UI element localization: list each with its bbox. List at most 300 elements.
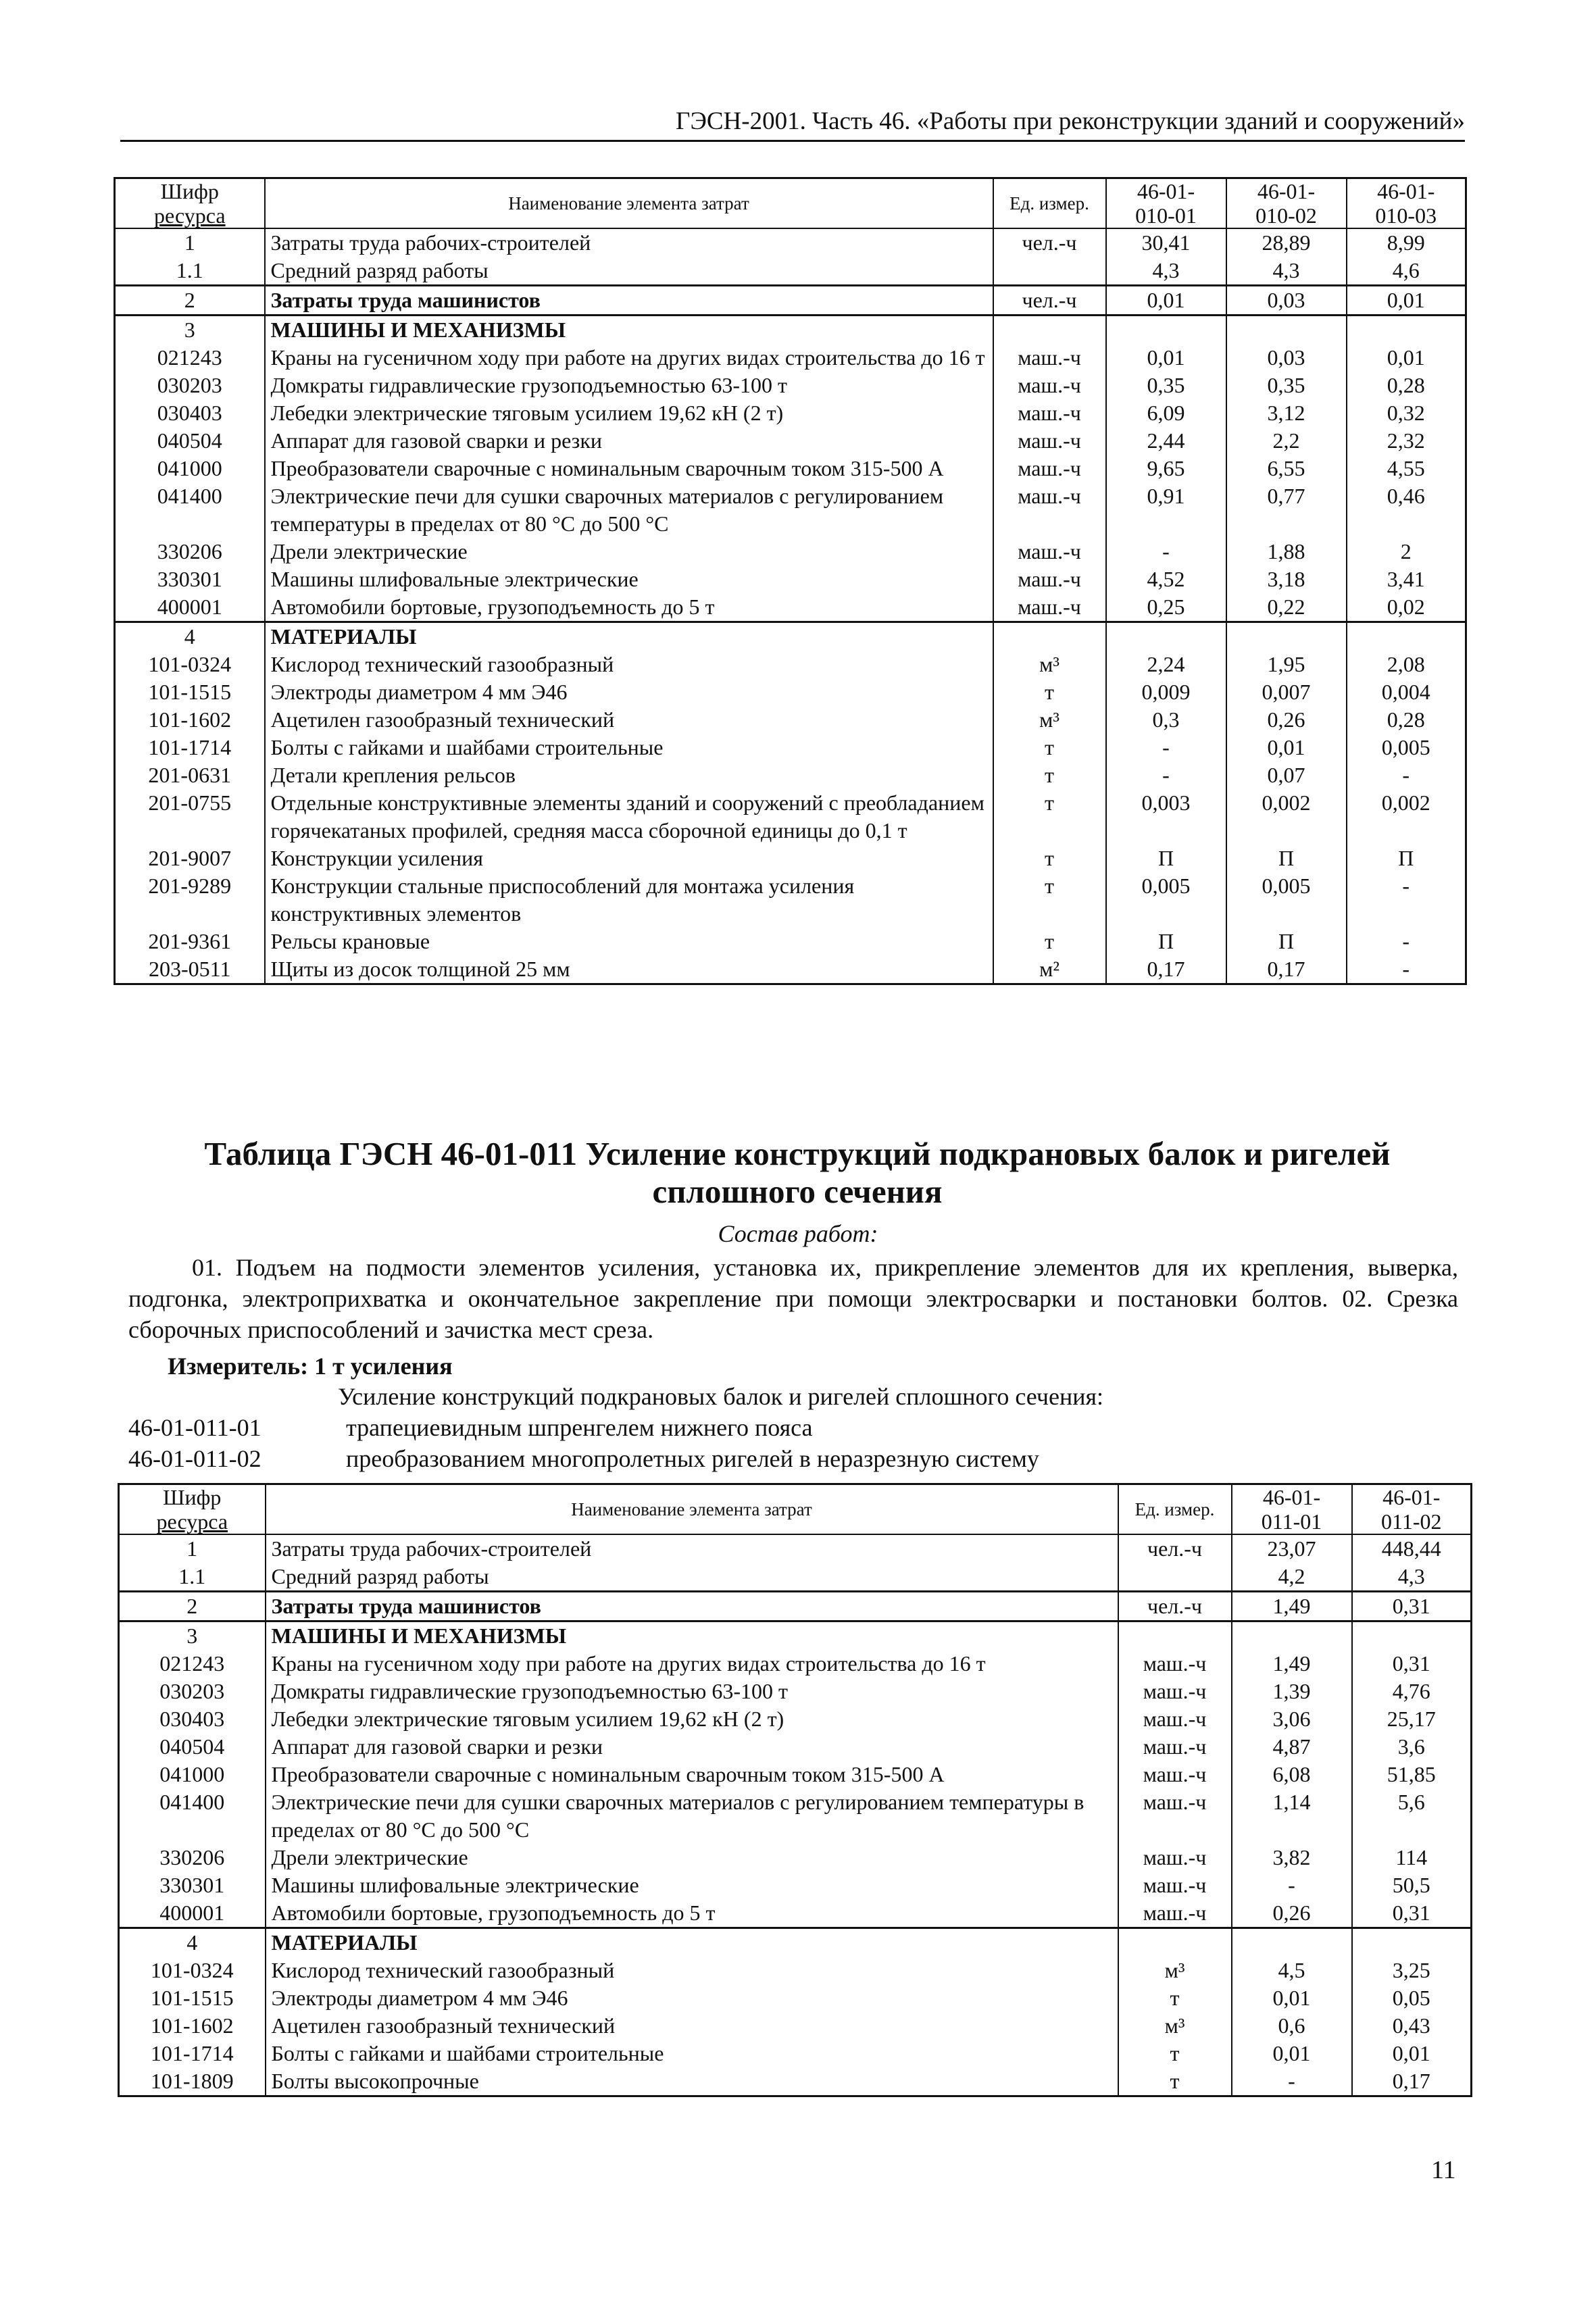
value-cell: 4,6 [1347,257,1466,286]
resource-table-46-01-010 [114,177,1467,985]
value-cell: 0,002 [1226,789,1347,845]
value-cell: 0,28 [1347,372,1466,399]
resource-code: 021243 [115,344,265,372]
table-row [115,734,1466,761]
resource-code: 021243 [119,1650,266,1678]
table-body [115,228,1466,984]
table-row [115,955,1466,984]
value-cell: 4,3 [1352,1563,1472,1592]
resource-code: 3 [119,1621,266,1651]
table-row [119,1761,1472,1788]
resource-code: 1.1 [119,1563,266,1592]
unit-cell: маш.-ч [993,482,1106,538]
variant-code: 46-01-011-02 [128,1445,261,1472]
resource-name: Затраты труда рабочих-строителей [266,1534,1118,1563]
value-cell: 1,88 [1226,538,1347,565]
table-row [119,1788,1472,1844]
header-name: Наименование элемента затрат [265,178,993,229]
table-row [119,1871,1472,1899]
value-cell: 0,01 [1352,2040,1472,2067]
unit-cell: маш.-ч [993,399,1106,427]
value-cell: 3,6 [1352,1733,1472,1761]
value-cell: 51,85 [1352,1761,1472,1788]
value-cell: 0,01 [1106,344,1226,372]
value-cell: 5,6 [1352,1788,1472,1844]
resource-code: 201-9007 [115,845,265,872]
value-cell: 1,39 [1232,1678,1352,1705]
table-header-row [115,178,1466,229]
table-row [119,1563,1472,1592]
running-header [120,101,1465,142]
table-row [115,455,1466,482]
resource-code: 030203 [119,1678,266,1705]
resource-name: Средний разряд работы [266,1563,1118,1592]
value-cell: 0,07 [1226,761,1347,789]
table-row [115,399,1466,427]
unit-cell: т [1118,1984,1232,2012]
unit-cell [1118,1928,1232,1957]
header-code: Шифр ресурса [119,1484,266,1535]
value-cell: 0,17 [1106,955,1226,984]
running-title: ГЭСН-2001. Часть 46. «Работы при реконструкции зданий и сооружений» [676,107,1465,135]
table-row [119,1534,1472,1563]
value-cell: 0,35 [1226,372,1347,399]
value-cell: 4,3 [1106,257,1226,286]
section-title: Таблица ГЭСН 46-01-011 Усиление конструкций подкрановых балок и ригелей сплошного сечения [204,1135,1391,1210]
resource-name: Электроды диаметром 4 мм Э46 [265,678,993,706]
variants-heading: Усиление конструкций подкрановых балок и ригелей сплошного сечения: [338,1383,1104,1410]
value-cell [1226,316,1347,345]
value-cell: 0,25 [1106,593,1226,622]
header-col-3: 46-01- 010-03 [1347,178,1466,229]
resource-code: 101-1714 [115,734,265,761]
value-cell: 0,01 [1347,286,1466,316]
unit-cell: м³ [993,706,1106,734]
header-code: Шифр ресурса [115,178,265,229]
unit-cell: т [993,845,1106,872]
resource-name: Электроды диаметром 4 мм Э46 [266,1984,1118,2012]
resource-name: Автомобили бортовые, грузоподъемность до 5 т [266,1899,1118,1928]
resource-name: Болты с гайками и шайбами строительные [265,734,993,761]
value-cell: П [1347,845,1466,872]
resource-code: 203-0511 [115,955,265,984]
variant-code: 46-01-011-01 [128,1414,261,1441]
header-col-2: 46-01- 010-02 [1226,178,1347,229]
resource-code: 101-1602 [115,706,265,734]
value-cell: 0,01 [1347,344,1466,372]
value-cell: 6,55 [1226,455,1347,482]
unit-cell: маш.-ч [993,427,1106,455]
table-row [115,286,1466,316]
resource-name: Затраты труда машинистов [266,1592,1118,1621]
table-row [119,1678,1472,1705]
resource-code: 030203 [115,372,265,399]
value-cell: 2,44 [1106,427,1226,455]
value-cell: 4,55 [1347,455,1466,482]
resource-code: 1 [115,228,265,257]
value-cell: - [1347,872,1466,928]
unit-cell: т [1118,2040,1232,2067]
value-cell: 0,46 [1347,482,1466,538]
resource-name: Болты высокопрочные [266,2067,1118,2096]
unit-cell [1118,1621,1232,1651]
value-cell: 0,26 [1232,1899,1352,1928]
resource-name: Лебедки электрические тяговым усилием 19,62 кН (2 т) [266,1705,1118,1733]
value-cell: 28,89 [1226,228,1347,257]
value-cell: 0,05 [1352,1984,1472,2012]
resource-code: 330206 [115,538,265,565]
table-row [115,593,1466,622]
resource-name: Дрели электрические [265,538,993,565]
unit-cell: т [993,872,1106,928]
resource-code: 2 [115,286,265,316]
unit-cell: т [993,734,1106,761]
value-cell [1347,316,1466,345]
unit-cell: чел.-ч [1118,1592,1232,1621]
value-cell: 2,08 [1347,651,1466,678]
resource-name: Ацетилен газообразный технический [266,2012,1118,2040]
unit-cell: маш.-ч [993,344,1106,372]
value-cell: 0,3 [1106,706,1226,734]
value-cell: 2,24 [1106,651,1226,678]
value-cell: 9,65 [1106,455,1226,482]
resource-code: 1 [119,1534,266,1563]
value-cell: 3,41 [1347,565,1466,593]
unit-cell: маш.-ч [1118,1650,1232,1678]
value-cell: 3,18 [1226,565,1347,593]
value-cell: 0,43 [1352,2012,1472,2040]
value-cell: 0,03 [1226,344,1347,372]
value-cell: 1,49 [1232,1592,1352,1621]
value-cell [1352,1928,1472,1957]
table-row [119,1899,1472,1928]
value-cell: 0,31 [1352,1899,1472,1928]
table-row [119,1705,1472,1733]
resource-name: Ацетилен газообразный технический [265,706,993,734]
value-cell: 0,005 [1226,872,1347,928]
resource-code: 040504 [115,427,265,455]
table-row [119,1592,1472,1621]
value-cell: 4,3 [1226,257,1347,286]
unit-cell: м² [993,955,1106,984]
value-cell [1226,622,1347,651]
resource-code: 330301 [115,565,265,593]
value-cell: П [1226,845,1347,872]
table-row [115,651,1466,678]
table-row [115,344,1466,372]
resource-name: МАШИНЫ И МЕХАНИЗМЫ [266,1621,1118,1651]
resource-name: Конструкции усиления [265,845,993,872]
resource-code: 041400 [115,482,265,538]
value-cell: 0,02 [1347,593,1466,622]
resource-name: Краны на гусеничном ходу при работе на других видах строительства до 16 т [266,1650,1118,1678]
resource-code: 2 [119,1592,266,1621]
resource-name: Дрели электрические [266,1844,1118,1871]
value-cell [1352,1621,1472,1651]
resource-code: 201-9361 [115,928,265,955]
resource-name: Щиты из досок толщиной 25 мм [265,955,993,984]
header-unit: Ед. измер. [993,178,1106,229]
value-cell: 0,26 [1226,706,1347,734]
value-cell: 2 [1347,538,1466,565]
unit-cell: маш.-ч [1118,1705,1232,1733]
unit-cell: маш.-ч [1118,1678,1232,1705]
table-row [119,1621,1472,1651]
resource-code: 101-1714 [119,2040,266,2067]
unit-cell: маш.-ч [993,593,1106,622]
unit-cell [1118,1563,1232,1592]
resource-code: 201-9289 [115,872,265,928]
value-cell: 0,03 [1226,286,1347,316]
resource-code: 1.1 [115,257,265,286]
page-number: 11 [1431,2156,1456,2184]
value-cell: 0,009 [1106,678,1226,706]
resource-name: Автомобили бортовые, грузоподъемность до 5 т [265,593,993,622]
table-row [115,845,1466,872]
composition-text: 01. Подъем на подмости элементов усиления, установка их, прикрепление элементов для их крепления, выверка, подгонка, электроприхватка и окончательное закрепление при помощи электросварки и постановки болтов. 02. Срезка сборочных приспособлений и зачистка мест среза. [128,1254,1458,1343]
table-row [115,565,1466,593]
value-cell: 0,005 [1347,734,1466,761]
value-cell: 0,01 [1232,2040,1352,2067]
unit-cell [993,622,1106,651]
resource-name: МАТЕРИАЛЫ [265,622,993,651]
resource-name: Рельсы крановые [265,928,993,955]
unit-cell: маш.-ч [1118,1788,1232,1844]
table-row [115,761,1466,789]
unit-cell: маш.-ч [1118,1844,1232,1871]
unit-cell [993,257,1106,286]
value-cell: 30,41 [1106,228,1226,257]
table-header-row [119,1484,1472,1535]
value-cell: 4,2 [1232,1563,1352,1592]
resource-name: Домкраты гидравлические грузоподъемностью 63-100 т [265,372,993,399]
value-cell: П [1226,928,1347,955]
unit-cell [993,316,1106,345]
resource-name: Машины шлифовальные электрические [266,1871,1118,1899]
value-cell: 4,76 [1352,1678,1472,1705]
resource-name: Средний разряд работы [265,257,993,286]
value-cell: - [1347,928,1466,955]
resource-code: 040504 [119,1733,266,1761]
value-cell: 0,32 [1347,399,1466,427]
resource-table-46-01-011 [118,1483,1472,2097]
unit-cell: м³ [1118,1957,1232,1984]
value-cell: 0,77 [1226,482,1347,538]
variant-text: трапециевидным шпренгелем нижнего пояса [346,1414,813,1441]
table-row [115,872,1466,928]
resource-code: 101-1602 [119,2012,266,2040]
header-col-1: 46-01- 010-01 [1106,178,1226,229]
unit-cell: т [993,789,1106,845]
value-cell: - [1106,538,1226,565]
value-cell: - [1232,1871,1352,1899]
resource-name: МАТЕРИАЛЫ [266,1928,1118,1957]
table-row [119,1984,1472,2012]
resource-name: Детали крепления рельсов [265,761,993,789]
value-cell: 0,17 [1226,955,1347,984]
resource-name: Электрические печи для сушки сварочных материалов с регулированием температуры в пределах от 80 °С до 500 °С [266,1788,1118,1844]
value-cell: - [1106,734,1226,761]
resource-code: 041000 [115,455,265,482]
resource-name: Отдельные конструктивные элементы зданий и сооружений с преобладанием горячекатаных профилей, средняя масса сборочной единицы до 0,1 т [265,789,993,845]
unit-cell: чел.-ч [993,228,1106,257]
value-cell [1232,1621,1352,1651]
header-unit: Ед. измер. [1118,1484,1232,1535]
table-body [119,1534,1472,2096]
resource-name: Аппарат для газовой сварки и резки [265,427,993,455]
resource-name: Затраты труда машинистов [265,286,993,316]
header-name: Наименование элемента затрат [266,1484,1118,1535]
resource-name: Кислород технический газообразный [265,651,993,678]
resource-code: 400001 [119,1899,266,1928]
value-cell: - [1347,761,1466,789]
value-cell: 0,002 [1347,789,1466,845]
resource-code: 101-1515 [115,678,265,706]
resource-code: 330301 [119,1871,266,1899]
resource-code: 400001 [115,593,265,622]
value-cell: 0,35 [1106,372,1226,399]
value-cell: 4,87 [1232,1733,1352,1761]
unit-cell: маш.-ч [993,538,1106,565]
resource-name: Домкраты гидравлические грузоподъемностью 63-100 т [266,1678,1118,1705]
value-cell: 23,07 [1232,1534,1352,1563]
resource-code: 101-0324 [115,651,265,678]
unit-cell: маш.-ч [993,565,1106,593]
resource-name: Конструкции стальные приспособлений для монтажа усиления конструктивных элементов [265,872,993,928]
value-cell: 6,09 [1106,399,1226,427]
table-row [119,2012,1472,2040]
resource-name: Кислород технический газообразный [266,1957,1118,1984]
table-row [115,622,1466,651]
resource-code: 041000 [119,1761,266,1788]
unit-cell: маш.-ч [1118,1899,1232,1928]
resource-code: 3 [115,316,265,345]
value-cell: 0,28 [1347,706,1466,734]
unit-cell: м³ [993,651,1106,678]
value-cell: - [1232,2067,1352,2096]
unit-cell: чел.-ч [993,286,1106,316]
value-cell [1232,1928,1352,1957]
table-row [119,1844,1472,1871]
value-cell: 0,31 [1352,1650,1472,1678]
composition-heading: Состав работ: [718,1220,878,1247]
value-cell: 0,6 [1232,2012,1352,2040]
resource-name: Аппарат для газовой сварки и резки [266,1733,1118,1761]
resource-name: Краны на гусеничном ходу при работе на других видах строительства до 16 т [265,344,993,372]
resource-code: 030403 [115,399,265,427]
table-row [115,928,1466,955]
value-cell: 0,91 [1106,482,1226,538]
unit-cell: маш.-ч [1118,1733,1232,1761]
value-cell: - [1106,761,1226,789]
unit-cell: т [1118,2067,1232,2096]
value-cell: 8,99 [1347,228,1466,257]
resource-name: Электрические печи для сушки сварочных материалов с регулированием температуры в пределах от 80 °С до 500 °С [265,482,993,538]
variant-row [128,1444,1039,1473]
value-cell: 0,31 [1352,1592,1472,1621]
value-cell: 448,44 [1352,1534,1472,1563]
unit-cell: маш.-ч [993,372,1106,399]
resource-code: 4 [115,622,265,651]
resource-name: Затраты труда рабочих-строителей [265,228,993,257]
value-cell: 0,01 [1226,734,1347,761]
value-cell: 0,17 [1352,2067,1472,2096]
resource-name: Преобразователи сварочные с номинальным сварочным током 315-500 А [266,1761,1118,1788]
unit-cell: маш.-ч [993,455,1106,482]
header-col-2: 46-01- 011-02 [1352,1484,1472,1535]
table-row [115,538,1466,565]
value-cell: 6,08 [1232,1761,1352,1788]
value-cell: 0,007 [1226,678,1347,706]
value-cell: П [1106,845,1226,872]
value-cell: 2,32 [1347,427,1466,455]
unit-cell: т [993,928,1106,955]
value-cell: 0,01 [1106,286,1226,316]
value-cell: 4,52 [1106,565,1226,593]
resource-code: 101-0324 [119,1957,266,1984]
table-row [115,228,1466,257]
table-row [115,427,1466,455]
value-cell: 1,95 [1226,651,1347,678]
value-cell: - [1347,955,1466,984]
table-row [115,678,1466,706]
unit-cell: т [993,678,1106,706]
table-row [115,372,1466,399]
variant-text: преобразованием многопролетных ригелей в неразрезную систему [346,1445,1039,1472]
resource-code: 330206 [119,1844,266,1871]
unit-cell: маш.-ч [1118,1871,1232,1899]
resource-code: 201-0631 [115,761,265,789]
value-cell: П [1106,928,1226,955]
table-row [115,789,1466,845]
resource-code: 201-0755 [115,789,265,845]
unit-cell: маш.-ч [1118,1761,1232,1788]
resource-code: 101-1515 [119,1984,266,2012]
resource-name: Лебедки электрические тяговым усилием 19,62 кН (2 т) [265,399,993,427]
resource-code: 030403 [119,1705,266,1733]
value-cell: 1,49 [1232,1650,1352,1678]
table-row [115,257,1466,286]
resource-name: Болты с гайками и шайбами строительные [266,2040,1118,2067]
value-cell: 0,01 [1232,1984,1352,2012]
resource-code: 4 [119,1928,266,1957]
table-row [119,1928,1472,1957]
value-cell: 50,5 [1352,1871,1472,1899]
value-cell: 0,004 [1347,678,1466,706]
resource-name: МАШИНЫ И МЕХАНИЗМЫ [265,316,993,345]
value-cell: 4,5 [1232,1957,1352,1984]
resource-name: Машины шлифовальные электрические [265,565,993,593]
header-col-1: 46-01- 011-01 [1232,1484,1352,1535]
value-cell: 114 [1352,1844,1472,1871]
table-row [119,1957,1472,1984]
table-row [119,2067,1472,2096]
table-row [115,706,1466,734]
value-cell: 2,2 [1226,427,1347,455]
unit-cell: чел.-ч [1118,1534,1232,1563]
value-cell: 0,005 [1106,872,1226,928]
value-cell: 3,12 [1226,399,1347,427]
resource-code: 041400 [119,1788,266,1844]
unit-cell: м³ [1118,2012,1232,2040]
value-cell [1106,316,1226,345]
value-cell: 3,25 [1352,1957,1472,1984]
value-cell: 0,003 [1106,789,1226,845]
value-cell [1106,622,1226,651]
value-cell: 0,22 [1226,593,1347,622]
value-cell: 3,82 [1232,1844,1352,1871]
value-cell [1347,622,1466,651]
